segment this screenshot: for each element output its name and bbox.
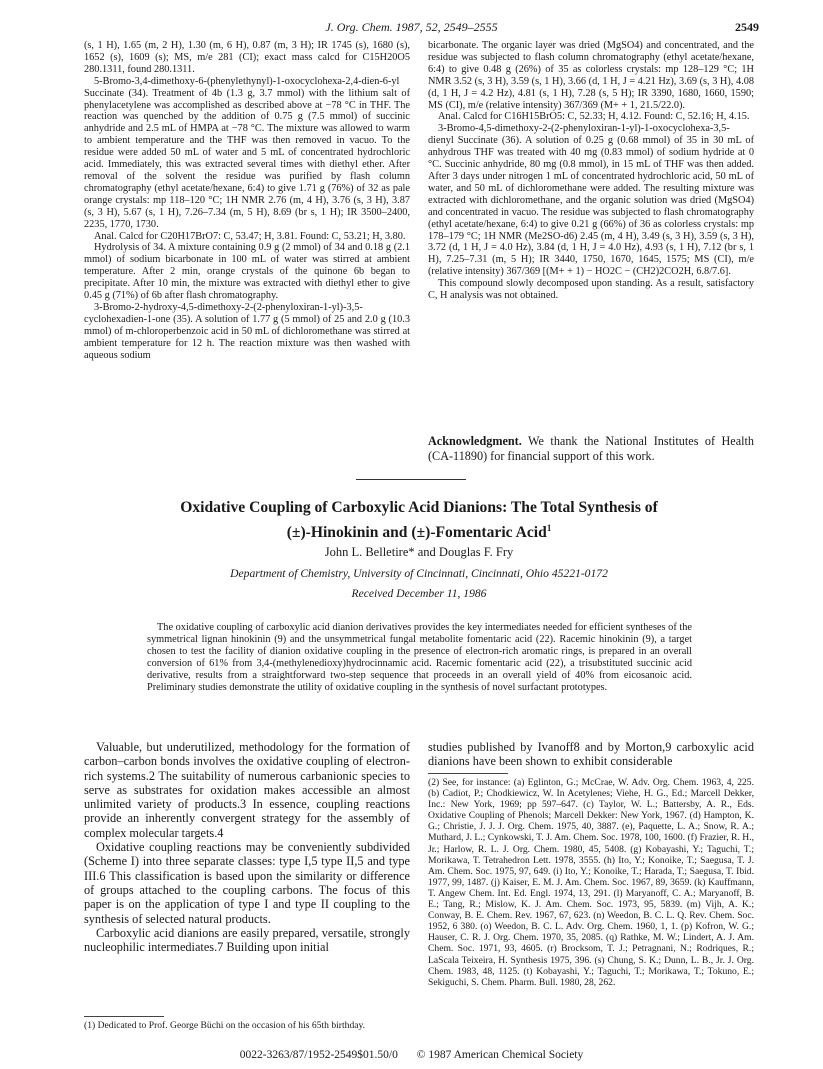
paragraph: Carboxylic acid dianions are easily prepared, versatile, strongly nucleophilic intermediates.7 Building upon initial (84, 925, 410, 955)
paragraph: 3-Bromo-2-hydroxy-4,5-dimethoxy-2-(2-phenyloxiran-1-yl)-3,5-cyclohexadien-1-one (35). A solution of 1.77 g (5 mmol) of 25 and 2.0 g (10.3 mmol) of m-chloroperbenzoic acid in 50 mL of dichloromethane was stirred at ambient temperature for 12 h. The reaction mixture was then washed with aqueous sodium (84, 301, 410, 361)
abstract (147, 622, 692, 695)
acknowledgment-heading: Acknowledgment. (428, 434, 522, 448)
paragraph: bicarbonate. The organic layer was dried (MgSO4) and concentrated, and the residue was subjected to flash column chromatography (ethyl acetate/hexane, 6:4) to give 0.48 g (26%) of 35 as colorless crystals: mp 128–129 °C; 1H NMR 3.52 (s, 3 H), 3.59 (s, 1 H), 3.66 (d, 1 H, J = 4.21 Hz), 3.69 (s, 3 H), 4.08 (d, 1 H, J = 4.2 Hz), 4.81 (s, 1 H), 7.28 (s, 5 H); IR 3390, 1680, 1660, 1590; MS (CI), m/e (relative intensity) 367/369 (M+ + 1, 21.5/22.0). (428, 40, 754, 111)
authors: John L. Belletire* and Douglas F. Fry (324, 545, 514, 559)
running-header (0, 20, 823, 36)
abstract-text: The oxidative coupling of carboxylic acid dianion derivatives provides the key intermediates needed for efficient syntheses of the symmetrical lignan hinokinin (9) and the unsymmetrical fungal metabolite fomentaric acid (22). Racemic hinokinin (9), a target chosen to test the facility of dianion oxidative coupling in the presence of electron-rich aromatic rings, is prepared in an overall conversion of 61% from 3,4-(methylenedioxy)hydrocinnamic acid. Racemic fomentaric acid (22), a trisubstituted succinic acid derivative, results from a straightforward two-step sequence that proceeds in an overall yield of 40% from eicosanoic acid. Preliminary studies demonstrate the utility of oxidative coupling in the synthesis of novel surfactant prototypes. (147, 622, 692, 694)
paragraph: Anal. Calcd for C16H15BrO5: C, 52.33; H, 4.12. Found: C, 52.16; H, 4.15. (438, 111, 750, 123)
paragraph: 5-Bromo-3,4-dimethoxy-6-(phenylethynyl)-1-oxocyclohexa-2,4-dien-6-yl Succinate (34). Treatment of 4b (1.3 g, 3.7 mmol) with the lithium salt of phenylacetylene was accomplished as described above at −78 °C in THF. The reaction was quenched by the addition of 0.75 g (7.5 mmol) of succinic anhydride and 2.5 mL of HMPA at −78 °C. The mixture was allowed to warm to ambient temperature and the THF was then removed in vacuo. To the residue were added 50 mL of water and 5 mL of concentrated hydrochloric acid. Immediately, this was extracted several times with diethyl ether. After removal of the solvent the residue was purified by flash column chromatography (ethyl acetate/hexane, 6:4) to give 1.71 g (76%) of 32 as pale orange crystals: mp 118–120 °C; 1H NMR 2.76 (m, 4 H), 3.76 (s, 3 H), 3.87 (s, 3 H), 5.67 (s, 1 H), 7.26–7.34 (m, 5 H), 8.69 (br s, 1 H); IR 3500–2400, 2235, 1770, 1730. (84, 75, 410, 230)
title-line: (±)-Hinokinin and (±)-Fomentaric Acid$^1$ (286, 523, 552, 542)
article-separator-rule (356, 479, 466, 480)
paragraph: Valuable, but underutilized, methodology for the formation of carbon–carbon bonds involves the oxidative coupling of electron-rich systems.2 The suitability of numerous carbanionic species to serve as substrates for oxidation makes accessible an almost unlimited variety of products.3 In essence, coupling reactions provide an inherently convergent strategy for the assembly of complex molecular targets.4 (84, 740, 410, 840)
paragraph: Oxidative coupling reactions may be conveniently subdivided (Scheme I) into three separate classes: type I,5 type II,5 and type III.6 This classification is based upon the similarity or difference of groups attached to the coupling carbons. The focus of this paper is on the application of type I and type II coupling to the synthesis of selected natural products. (84, 840, 410, 926)
paragraph: Hydrolysis of 34. A mixture containing 0.9 g (2 mmol) of 34 and 0.18 g (2.1 mmol) of sodium bicarbonate in 100 mL of water was stirred at ambient temperature. After 2 min, orange crystals of the quinone 6b began to precipitate. After 10 min, the mixture was extracted with diethyl ether to give 0.45 g (71%) of 6b after flash chromatography. (84, 242, 410, 302)
acknowledgment (428, 434, 754, 463)
footnote-rule (84, 1016, 164, 1017)
title-line: Oxidative Coupling of Carboxylic Acid Dianions: The Total Synthesis of (180, 499, 658, 516)
paragraph: 3-Bromo-4,5-dimethoxy-2-(2-phenyloxiran-1-yl)-1-oxocyclohexa-3,5-dienyl Succinate (36). A solution of 0.25 g (0.68 mmol) of 35 in 30 mL of anhydrous THF was treated with 40 mg (0.83 mmol) of sodium hydride at 0 °C. Succinic anhydride, 80 mg (0.8 mmol), in 15 mL of THF was then added. After 3 days under nitrogen 1 mL of concentrated hydrochloric acid, 50 mL of water, and 50 mL of dichloromethane were added. The resulting mixture was extracted with dichloromethane, and the organic solution was dried (MgSO4) and concentrated in vacuo. The residue was subjected to flash chromatography (ethyl acetate/hexane, 6:4) to give 0.21 g (66%) of 36 as colorless crystals: mp 178–179 °C; 1H NMR (Me2SO-d6) 2.45 (m, 4 H), 3.49 (s, 3 H), 3.59 (s, 3 H), 3.72 (d, 1 H, J = 4.0 Hz), 3.84 (d, 1 H, J = 4.0 Hz), 4.93 (s, 1 H), 7.12 (br s, 1 H), 7.25–7.31 (m, 5 H); IR 3440, 1750, 1670, 1645, 1575; MS (CI), m/e (relative intensity) 367/369 [(M+ + 1) − HO2C − (CH2)2CO2H, 6.8/7.6]. (428, 123, 754, 278)
paragraph: (s, 1 H), 1.65 (m, 2 H), 1.30 (m, 6 H), 0.87 (m, 3 H); IR 1745 (s), 1680 (s), 1652 (s), 1609 (s); MS, m/e 281 (CI); exact mass calcd for C15H20O5 280.1311, found 280.1311. (84, 40, 410, 75)
article-code: 0022-3263/87/1952-2549$01.50/0 (239, 1049, 398, 1061)
page-number: 2549 (735, 20, 759, 34)
journal-citation: J. Org. Chem. 1987, 52, 2549–2555 (325, 20, 498, 34)
footnote-1: (1) Dedicated to Prof. George Büchi on the occasion of his 65th birthday. (84, 1020, 366, 1031)
prev-article-right-column (428, 40, 754, 302)
affiliation: Department of Chemistry, University of Cincinnati, Cincinnati, Ohio 45221-0172 (230, 567, 608, 580)
footnote-rule (428, 773, 508, 774)
prev-article-left-column (84, 40, 410, 361)
footnote-2: (2) See, for instance: (a) Eglinton, G.; McCrae, W. Adv. Org. Chem. 1963, 4, 225. (b) Cadiot, P.; Chodkiewicz, W. In Acetylenes; Viehe, H. G., Ed.; Marcell Dekker, Inc.: New York, 1969; pp 597–647. (c) Taylor, W. L.; Battersby, A. R., Eds. Oxidative Coupling of Phenols; Marcell Dekker: New York, 1967. (d) Hampton, K. G.; Christie, J. J. J. Org. Chem. 1975, 40, 3887. (e), Paquette, L. A.; Snow, R. A.; Muthard, J. L.; Cynkowski, T. J. Am. Chem. Soc. 1978, 100, 1600. (f) Frazier, R. H., Jr.; Harlow, R. L. J. Org. Chem. 1980, 45, 5408. (g) Kobayashi, Y.; Taguchi, T.; Morikawa, T. Tetrahedron Lett. 1978, 3555. (h) Ito, Y.; Konoike, T.; Saegusa, T. J. Am. Chem. Soc. 1975, 97, 649. (i) Ito, Y.; Konoike, T.; Harada, T.; Saegusa, T. Ibid. 1977, 99, 1487. (j) Kaiser, E. M. J. Am. Chem. Soc. 1967, 89, 3659. (k) Kauffmann, T. Angew Chem. Int. Ed. Engl. 1974, 13, 291. (l) Maryanoff, C. A.; Maryanoff, B. E.; Tang, R.; Mislow, K. J. Am. Chem. Soc. 1973, 95, 5839. (m) Vijh, A. K.; Conway, B. E. Chem. Rev. 1967, 67, 623. (n) Weedon, B. C. L. Q. Rev. Chem. Soc. 1952, 6 380. (o) Weedon, B. C. L. Adv. Org. Chem. 1960, 1, 1. (p) Kofron, W. G.; Hauser, C. R. J. Org. Chem. 1970, 35, 2085. (q) Rathke, M. W.; Lindert, A. J. Am. Chem. Soc. 1971, 93, 4605. (r) Brocksom, T. J.; Petragnani, N.; Rodriques, R.; LaScala Teixeira, H. Synthesis 1975, 396. (s) Chung, S. K.; Dunn, L. B., Jr. J. Org. Chem. 1983, 48, 1125. (t) Kobayashi, Y.; Taguchi, T.; Morikawa, T.; Tokuno, E.; Sekiguchi, S. Chem. Pharm. Bull. 1980, 28, 262. (428, 777, 754, 988)
body-left-column (84, 740, 410, 954)
paragraph: This compound slowly decomposed upon standing. As a result, satisfactory C, H analysis was not obtained. (428, 278, 754, 302)
title-footnote-marker: 1 (546, 523, 552, 533)
article-title (84, 497, 754, 543)
acknowledgment-text: We thank the National Institutes of Health (CA-11890) for financial support of this work. (428, 434, 754, 463)
page-footer (0, 1049, 823, 1061)
received-date: Received December 11, 1986 (351, 587, 487, 600)
paragraph: Anal. Calcd for C20H17BrO7: C, 53.47; H, 3.81. Found: C, 53.21; H, 3.80. (94, 230, 406, 242)
body-right-column: studies published by Ivanoff8 and by Morton,9 carboxylic acid dianions have been shown to exhibit considerable (428, 740, 754, 769)
copyright: © 1987 American Chemical Society (416, 1049, 584, 1061)
